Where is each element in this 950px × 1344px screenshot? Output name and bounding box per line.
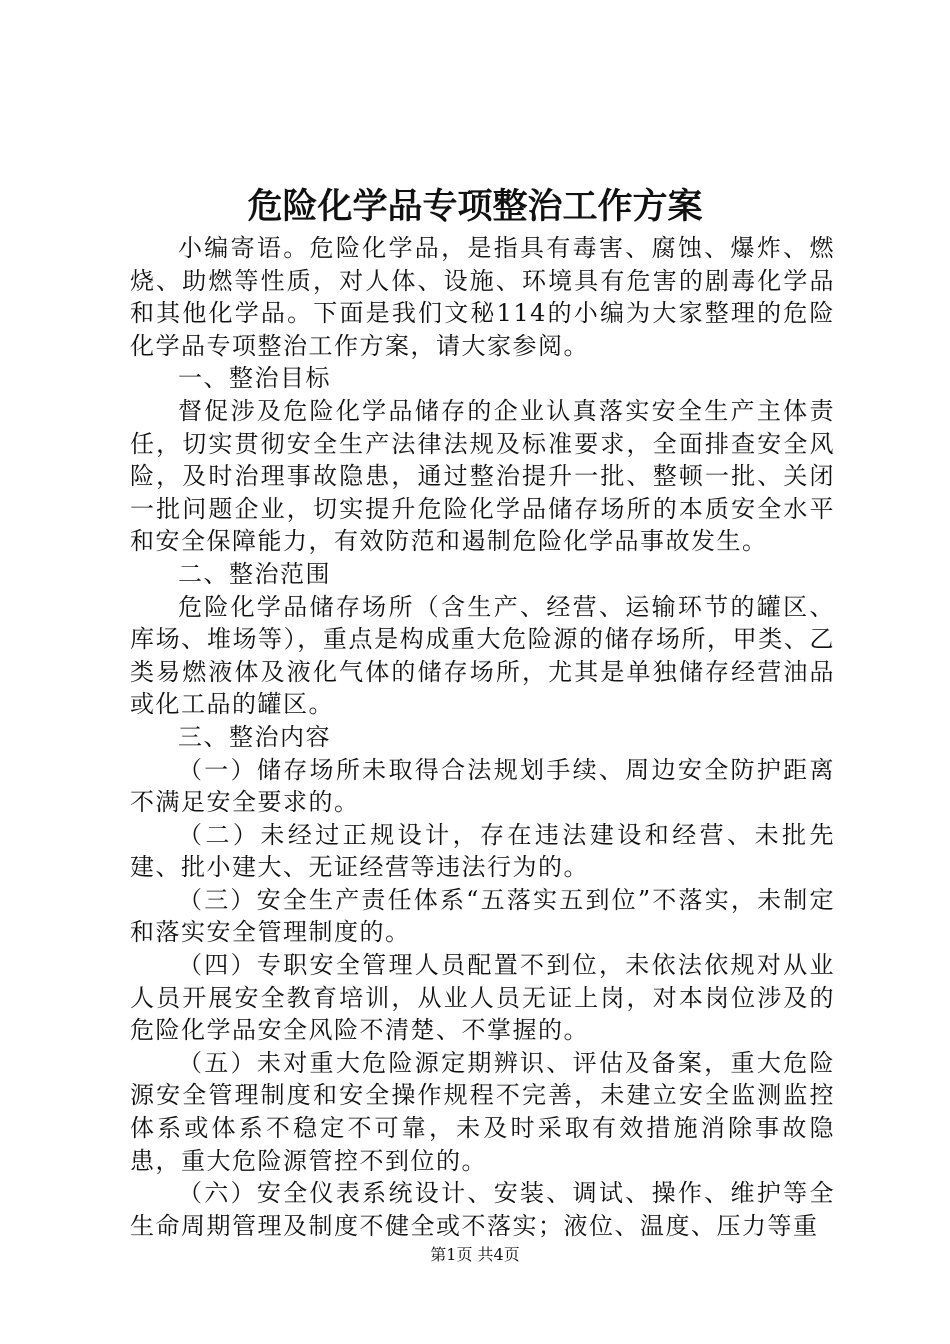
content-item-6: （六）安全仪表系统设计、安装、调试、操作、维护等全生命周期管理及制度不健全或不落实；液位、温度、压力等重 bbox=[130, 1179, 835, 1240]
content-item-5: （五）未对重大危险源定期辨识、评估及备案，重大危险源安全管理制度和安全操作规程不完善，未建立安全监测监控体系或体系不稳定不可靠，未及时采取有效措施消除事故隐患，重大危险源管控不到位的。 bbox=[130, 1048, 835, 1175]
page-footer: 第1页 共4页 bbox=[430, 1245, 520, 1264]
document-body bbox=[130, 232, 835, 1242]
scope-paragraph: 危险化学品储存场所（含生产、经营、运输环节的罐区、库场、堆场等），重点是构成重大危险源的储存场所，甲类、乙类易燃液体及液化气体的储存场所，尤其是单独储存经营油品或化工品的罐区。 bbox=[130, 592, 835, 719]
content-item-3: （三）安全生产责任体系“五落实五到位”不落实，未制定和落实安全管理制度的。 bbox=[130, 885, 835, 947]
section-heading-content: 三、整治内容 bbox=[178, 722, 331, 751]
content-item-1: （一）储存场所未取得合法规划手续、周边安全防护距离不满足安全要求的。 bbox=[130, 755, 835, 817]
goals-paragraph: 督促涉及危险化学品储存的企业认真落实安全生产主体责任，切实贯彻安全生产法律法规及标准要求，全面排查安全风险，及时治理事故隐患，通过整治提升一批、整顿一批、关闭一批问题企业，切实提升危险化学品储存场所的本质安全水平和安全保障能力，有效防范和遏制危险化学品事故发生。 bbox=[130, 396, 835, 556]
document-title: 危险化学品专项整治工作方案 bbox=[247, 187, 703, 227]
section-heading-goals: 一、整治目标 bbox=[178, 364, 331, 393]
section-heading-scope: 二、整治范围 bbox=[178, 559, 331, 588]
content-item-4: （四）专职安全管理人员配置不到位，未依法依规对从业人员开展安全教育培训，从业人员无证上岗，对本岗位涉及的危险化学品安全风险不清楚、不掌握的。 bbox=[130, 951, 835, 1045]
intro-paragraph: 小编寄语。危险化学品，是指具有毒害、腐蚀、爆炸、燃烧、助燃等性质，对人体、设施、环境具有危害的剧毒化学品和其他化学品。下面是我们文秘114的小编为大家整理的危险化学品专项整治工作方案，请大家参阅。 bbox=[130, 234, 835, 360]
content-item-2: （二）未经过正规设计，存在违法建设和经营、未批先建、批小建大、无证经营等违法行为的。 bbox=[130, 820, 835, 882]
